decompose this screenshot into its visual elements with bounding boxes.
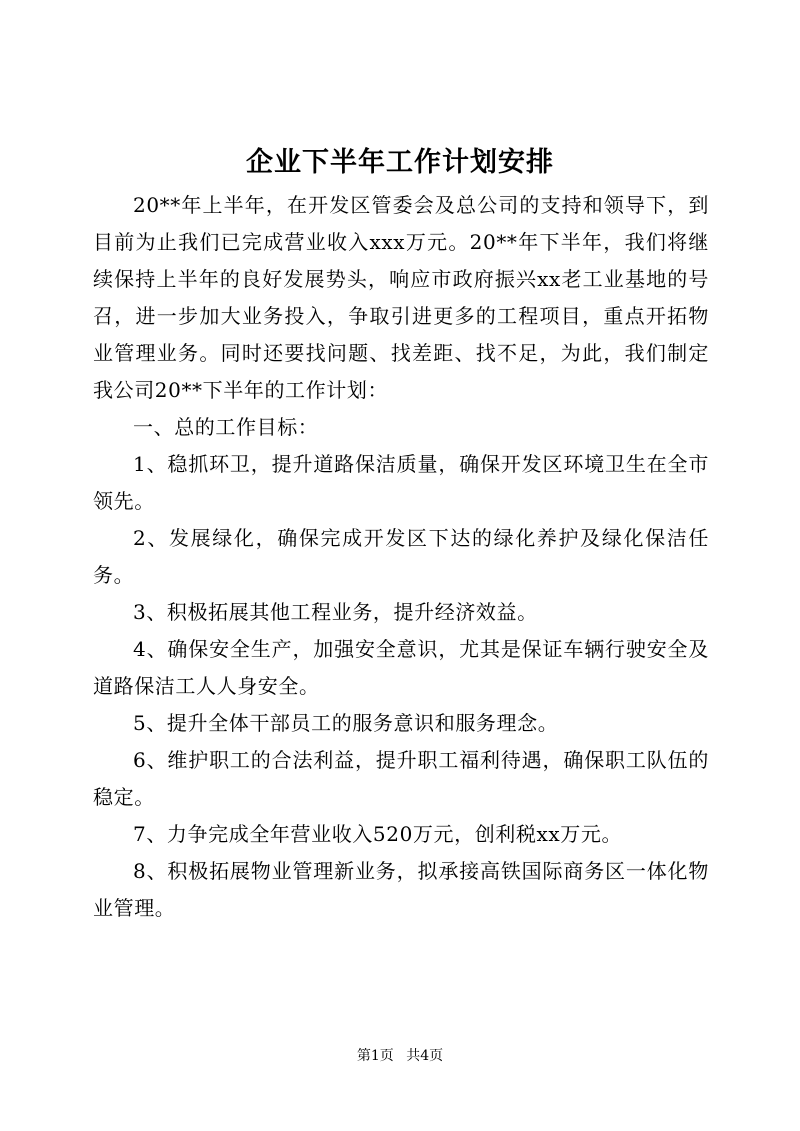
page-total: 共4页	[406, 1048, 444, 1064]
page-footer	[0, 1046, 800, 1066]
page-number: 第1页	[356, 1048, 394, 1064]
paragraph-goal-1: 1、稳抓环卫，提升道路保洁质量，确保开发区环境卫生在全市领先。	[93, 452, 709, 513]
paragraph-goal-2: 2、发展绿化，确保完成开发区下达的绿化养护及绿化保洁任务。	[93, 526, 709, 587]
document-title: 企业下半年工作计划安排	[246, 147, 554, 178]
paragraph-section-heading: 一、总的工作目标：	[133, 415, 319, 439]
paragraph-goal-3: 3、积极拓展其他工程业务，提升经济效益。	[133, 600, 538, 624]
paragraph-goal-7: 7、力争完成全年营业收入520万元，创利税xx万元。	[133, 822, 623, 846]
document-body	[93, 187, 709, 927]
paragraph-goal-8: 8、积极拓展物业管理新业务，拟承接高铁国际商务区一体化物业管理。	[93, 859, 709, 920]
paragraph-intro: 20**年上半年，在开发区管委会及总公司的支持和领导下，到目前为止我们已完成营业收入xxx万元。20**年下半年，我们将继续保持上半年的良好发展势头，响应市政府振兴xx老工业基地的号召，进一步加大业务投入，争取引进更多的工程项目，重点开拓物业管理业务。同时还要找问题、找差距、找不足，为此，我们制定我公司20**下半年的工作计划：	[93, 193, 709, 402]
paragraph-goal-6: 6、维护职工的合法利益，提升职工福利待遇，确保职工队伍的稳定。	[93, 748, 709, 809]
paragraph-goal-4: 4、确保安全生产，加强安全意识，尤其是保证车辆行驶安全及道路保洁工人人身安全。	[93, 637, 709, 698]
paragraph-goal-5: 5、提升全体干部员工的服务意识和服务理念。	[133, 711, 559, 735]
